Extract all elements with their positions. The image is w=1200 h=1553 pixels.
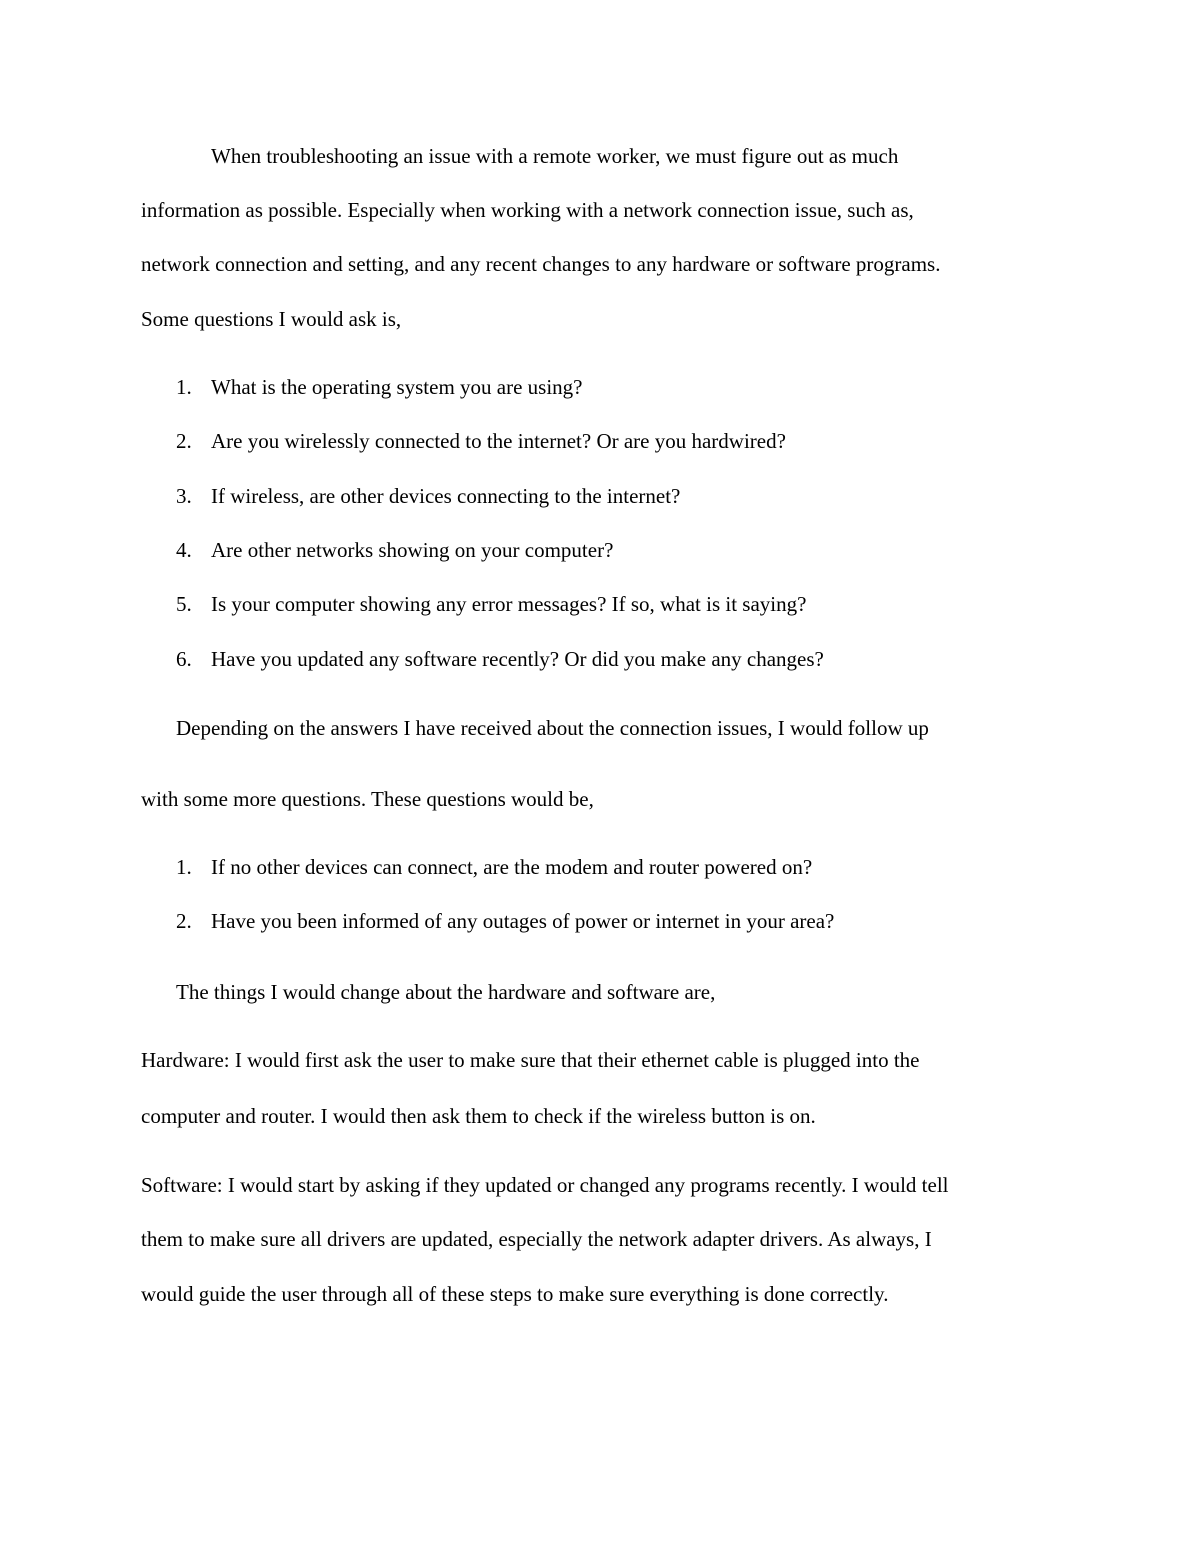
list-item: What is the operating system you are using?	[211, 375, 583, 399]
list-number: 1.	[176, 855, 192, 879]
list-number: 6.	[176, 647, 192, 671]
list-item: Are you wirelessly connected to the internet? Or are you hardwired?	[211, 429, 786, 453]
list-item: Have you updated any software recently? Or did you make any changes?	[211, 647, 824, 671]
intro-line: information as possible. Especially when working with a network connection issue, such as,	[141, 198, 914, 222]
list-number: 5.	[176, 592, 192, 616]
intro-line: network connection and setting, and any recent changes to any hardware or software programs.	[141, 252, 941, 276]
intro-line: When troubleshooting an issue with a remote worker, we must figure out as much	[211, 144, 899, 168]
changes-intro: The things I would change about the hardware and software are,	[176, 980, 716, 1004]
list-item: Have you been informed of any outages of power or internet in your area?	[211, 909, 835, 933]
software-line: them to make sure all drivers are updated, especially the network adapter drivers. As always, I	[141, 1227, 932, 1251]
intro-line: Some questions I would ask is,	[141, 307, 402, 331]
list-number: 1.	[176, 375, 192, 399]
list-number: 4.	[176, 538, 192, 562]
list-item: Are other networks showing on your computer?	[211, 538, 614, 562]
list-number: 2.	[176, 909, 192, 933]
list-number: 3.	[176, 484, 192, 508]
followup-line: with some more questions. These questions would be,	[141, 787, 594, 811]
hardware-line: computer and router. I would then ask them to check if the wireless button is on.	[141, 1104, 816, 1128]
list-item: Is your computer showing any error messages? If so, what is it saying?	[211, 592, 807, 616]
hardware-line: Hardware: I would first ask the user to make sure that their ethernet cable is plugged into the	[141, 1048, 920, 1072]
list-item: If no other devices can connect, are the modem and router powered on?	[211, 855, 813, 879]
software-line: Software: I would start by asking if they updated or changed any programs recently. I would tell	[141, 1173, 949, 1197]
list-number: 2.	[176, 429, 192, 453]
followup-line: Depending on the answers I have received about the connection issues, I would follow up	[176, 716, 929, 740]
list-item: If wireless, are other devices connecting to the internet?	[211, 484, 681, 508]
software-line: would guide the user through all of these steps to make sure everything is done correctly.	[141, 1282, 889, 1306]
